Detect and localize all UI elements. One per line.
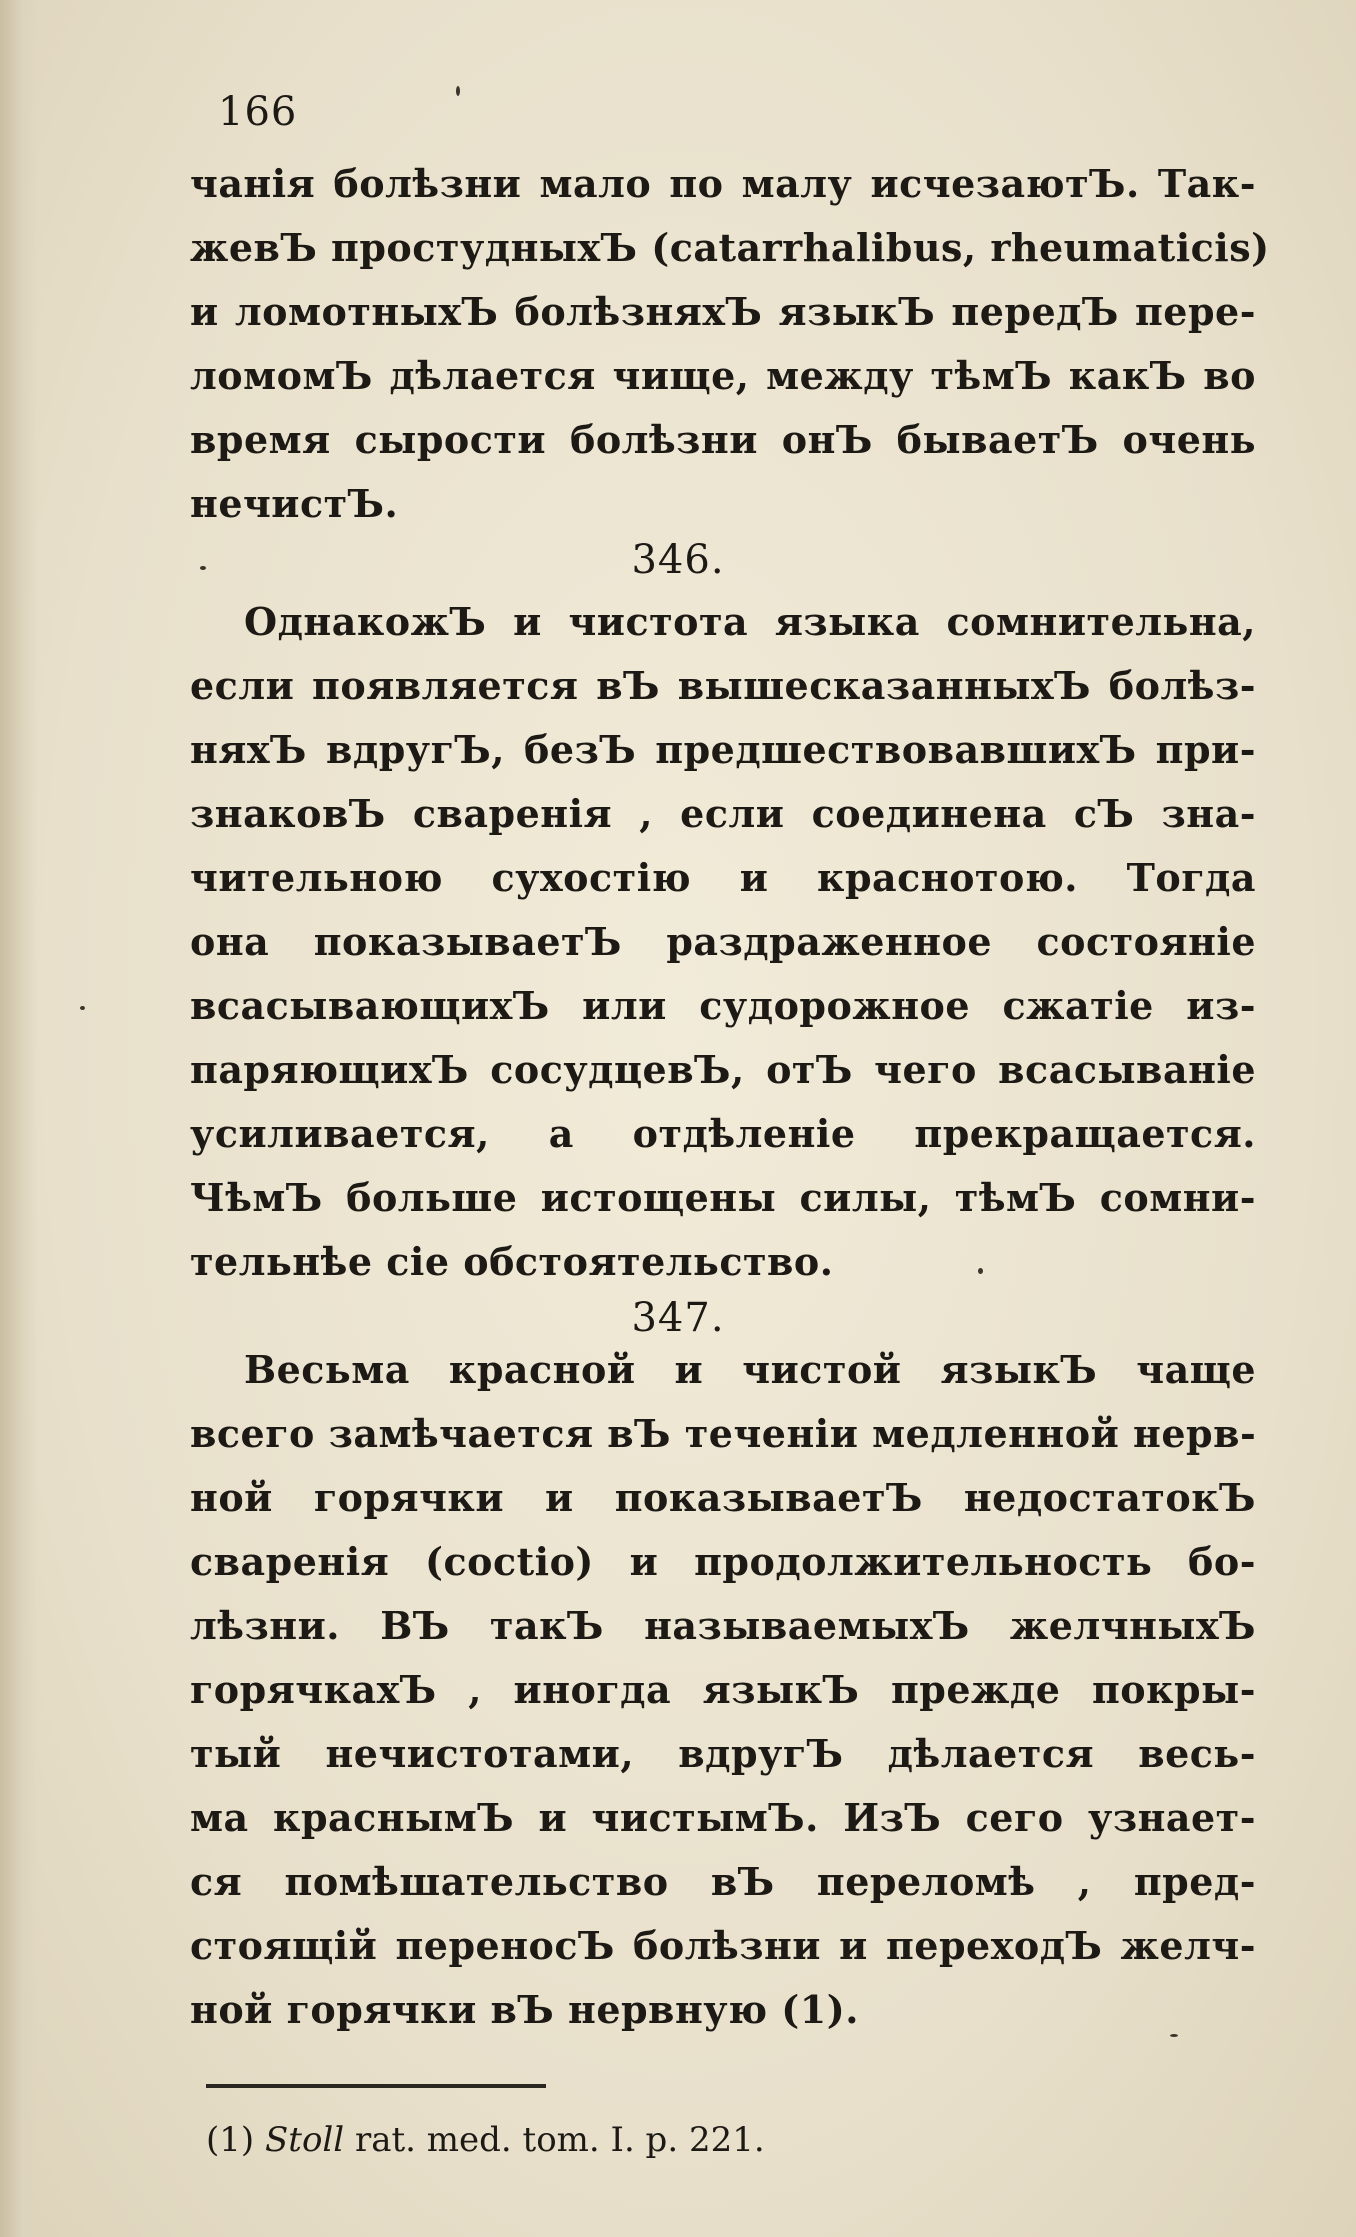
text-line: и ломотныхЪ болѣзняхЪ языкЪ передЪ пере- — [190, 289, 1256, 334]
text-line: ЧѣмЪ больше истощены силы, тѣмЪ сомни- — [190, 1175, 1256, 1220]
text-line: няхЪ вдругЪ, безЪ предшествовавшихЪ при- — [190, 727, 1256, 772]
text-line: ма краснымЪ и чистымЪ. ИзЪ сего узнает- — [190, 1795, 1256, 1840]
text-line: она показываетЪ раздраженное состояніе — [190, 919, 1256, 964]
page-number: 166 — [218, 89, 298, 135]
footnote — [206, 2112, 765, 2168]
ink-speck — [456, 86, 460, 96]
ink-speck — [80, 1006, 85, 1010]
text-line: ной горячки и показываетЪ недостатокЪ — [190, 1475, 1256, 1520]
ink-speck — [1170, 2034, 1178, 2037]
text-line: лѣзни. ВЪ такЪ называемыхЪ желчныхЪ — [190, 1603, 1256, 1648]
text-line: усиливается, а отдѣленіе прекращается. — [190, 1111, 1256, 1156]
text-line: всасывающихЪ или судорожное сжатіе из- — [190, 983, 1256, 1028]
text-line: всего замѣчается вЪ теченіи медленной нерв- — [190, 1411, 1257, 1456]
text-line: ся помѣшательство вЪ переломѣ , пред- — [190, 1859, 1256, 1904]
text-line: чительною сухостію и краснотою. Тогда — [190, 855, 1256, 900]
page-gutter-shadow — [0, 0, 38, 2237]
text-line: нечистЪ. — [190, 481, 399, 526]
text-line: время сырости болѣзни онЪ бываетЪ очень — [190, 417, 1256, 462]
text-line: ОднакожЪ и чистота языка сомнительна, — [244, 599, 1256, 644]
text-line: если появляется вЪ вышесказанныхЪ болѣз- — [190, 663, 1256, 708]
footnote-marker: (1) — [206, 2120, 255, 2160]
section-number-347: 347. — [631, 1295, 725, 1341]
text-line: горячкахЪ , иногда языкЪ прежде покры- — [190, 1667, 1256, 1712]
text-line: стоящій переносЪ болѣзни и переходЪ желч- — [190, 1923, 1256, 1968]
text-line: тельнѣе сіе обстоятельство. — [190, 1239, 834, 1284]
text-line: тый нечистотами, вдругЪ дѣлается весь- — [190, 1731, 1256, 1776]
text-line: ломомЪ дѣлается чище, между тѣмЪ какЪ во — [190, 353, 1256, 398]
text-line: знаковЪ сваренія , если соединена сЪ зна- — [190, 791, 1256, 836]
text-line: чанія болѣзни мало по малу исчезаютЪ. Так- — [190, 161, 1256, 206]
section-number-346: 346. — [631, 537, 725, 583]
text-line: жевЪ простудныхЪ (catarrhalibus, rheumaticis) — [190, 225, 1270, 270]
ink-speck — [200, 566, 206, 570]
footnote-text: rat. med. tom. I. p. 221. — [354, 2120, 765, 2160]
text-line: Весьма красной и чистой языкЪ чаще — [244, 1347, 1256, 1392]
text-line: паряющихЪ сосудцевЪ, отЪ чего всасываніе — [190, 1047, 1256, 1092]
footnote-author: Stoll — [264, 2120, 345, 2160]
text-line: сваренія (coctio) и продолжительность бо- — [190, 1539, 1256, 1584]
ink-speck — [978, 1268, 983, 1274]
footnote-rule — [206, 2084, 546, 2088]
text-line: ной горячки вЪ нервную (1). — [190, 1987, 859, 2032]
